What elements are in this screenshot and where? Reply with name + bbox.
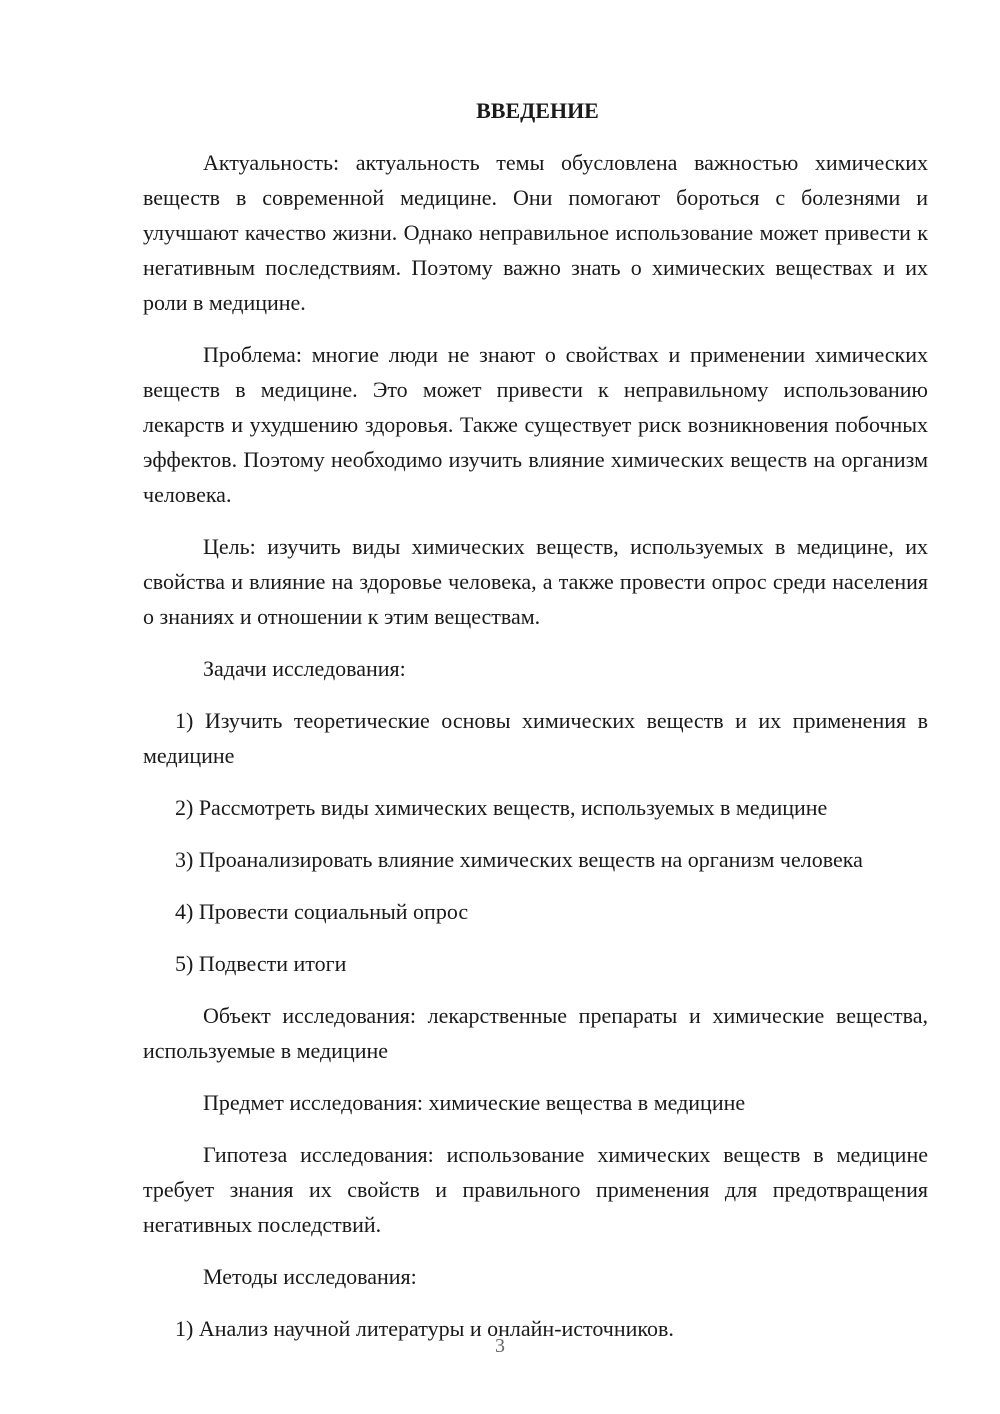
- task-item-4: 4) Провести социальный опрос: [175, 899, 469, 924]
- task-item-2: 2) Рассмотреть виды химических веществ, используемых в медицине: [175, 795, 828, 820]
- paragraph-problem: Проблема: многие люди не знают о свойствах и применении химических веществ в медицине. Это может привести к неправильному использованию лекарств и ухудшению здоровья. Также существует риск возникновения побочных эффектов. Поэтому необходимо изучить влияние химических веществ на организм человека.: [143, 342, 928, 507]
- paragraph-relevance: Актуальность: актуальность темы обусловлена важностью химических веществ в современной медицине. Они помогают бороться с болезнями и улучшают качество жизни. Однако неправильное использование может привести к негативным последствиям. Поэтому важно знать о химических веществах и их роли в медицине.: [143, 150, 928, 315]
- paragraph-tasks-heading: Задачи исследования:: [203, 656, 406, 681]
- paragraph-goal: Цель: изучить виды химических веществ, используемых в медицине, их свойства и влияние на здоровье человека, а также провести опрос среди населения о знаниях и отношении к этим веществам.: [143, 534, 928, 629]
- task-item-1: 1) Изучить теоретические основы химических веществ и их применения в медицине: [143, 708, 928, 768]
- page-number: 3: [495, 1335, 505, 1357]
- paragraph-hypothesis: Гипотеза исследования: использование химических веществ в медицине требует знания их свойств и правильного применения для предотвращения негативных последствий.: [143, 1142, 928, 1237]
- method-item-1: 1) Анализ научной литературы и онлайн-источников.: [175, 1316, 674, 1341]
- task-item-3: 3) Проанализировать влияние химических веществ на организм человека: [175, 847, 863, 872]
- paragraph-object: Объект исследования: лекарственные препараты и химические вещества, используемые в медицине: [143, 1003, 928, 1063]
- task-item-5: 5) Подвести итоги: [175, 951, 347, 976]
- paragraph-subject: Предмет исследования: химические вещества в медицине: [203, 1090, 746, 1115]
- paragraph-methods-heading: Методы исследования:: [203, 1264, 417, 1289]
- document-body: [143, 95, 928, 1363]
- section-title: ВВЕДЕНИЕ: [476, 98, 599, 123]
